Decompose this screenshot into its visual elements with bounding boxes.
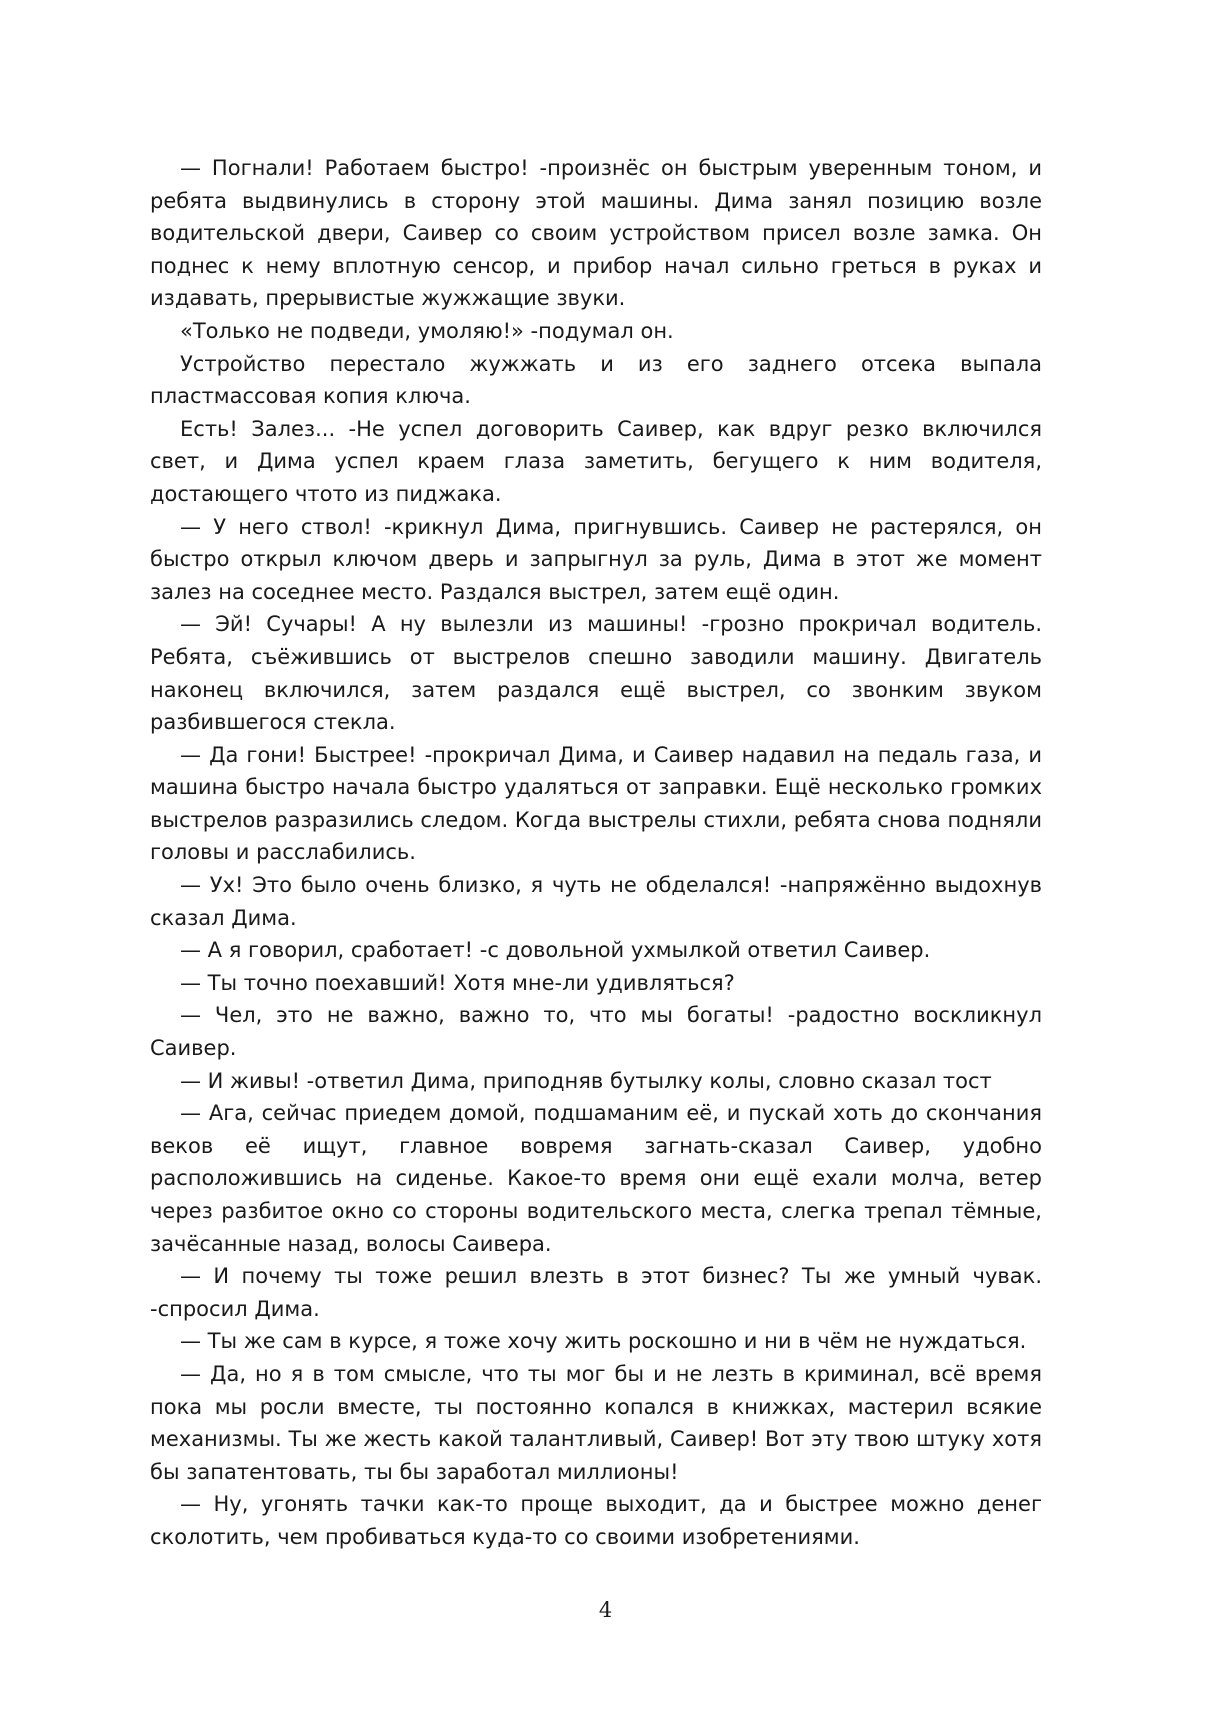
body-text — [150, 152, 1042, 1554]
page-number: 4 — [598, 1598, 613, 1622]
paragraph-13: — Ага, сейчас приедем домой, подшаманим её, и пускай хоть до скончания веков её ищут, главное вовремя загнать-сказал Саивер, удобно расположившись на сиденье. Какое-то время они ещё ехали молча, ветер через разбитое окно со стороны водительского места, слегка трепал тёмные, зачёсанные назад, волосы Саивера. — [150, 1101, 1042, 1256]
paragraph-1: — Погнали! Работаем быстро! -произнёс он быстрым уверенным тоном, и ребята выдвинулись в сторону этой машины. Дима занял позицию возле водительской двери, Саивер со своим устройством присел возле замка. Он поднес к нему вплотную сенсор, и прибор начал сильно греться в руках и издавать, прерывистые жужжащие звуки. — [150, 156, 1042, 311]
paragraph-17: — Ну, угонять тачки как-то проще выходит, да и быстрее можно денег сколотить, чем пробиваться куда-то со своими изобретениями. — [150, 1492, 1042, 1549]
paragraph-11: — Чел, это не важно, важно то, что мы богаты! -радостно воскликнул Саивер. — [150, 1003, 1042, 1061]
paragraph-4: Есть! Залез... -Не успел договорить Саивер, как вдруг резко включился свет, и Дима успел краем глаза заметить, бегущего к ним водителя, достающего чтото из пиджака. — [150, 416, 1042, 506]
paragraph-5: — У него ствол! -крикнул Дима, пригнувшись. Саивер не растерялся, он быстро открыл ключом дверь и запрыгнул за руль, Дима в этот же момент залез на соседнее место. Раздался выстрел, затем ещё один. — [150, 514, 1042, 604]
paragraph-15: — Ты же сам в курсе, я тоже хочу жить роскошно и ни в чём не нуждаться. — [180, 1329, 1027, 1354]
paragraph-12: — И живы! -ответил Дима, приподняв бутылку колы, словно сказал тост — [180, 1068, 992, 1093]
paragraph-7: — Да гони! Быстрее! -прокричал Дима, и Саивер надавил на педаль газа, и машина быстро начала быстро удаляться от заправки. Ещё несколько громких выстрелов разразились следом. Когда выстрелы стихли, ребята снова подняли головы и расслабились. — [150, 742, 1042, 865]
paragraph-9: — А я говорил, сработает! -с довольной ухмылкой ответил Саивер. — [180, 938, 931, 963]
paragraph-8: — Ух! Это было очень близко, я чуть не обделался! -напряжённо выдохнув сказал Дима. — [150, 873, 1042, 930]
paragraph-6: — Эй! Сучары! А ну вылезли из машины! -грозно прокричал водитель. Ребята, съёжившись от выстрелов спешно заводили машину. Двигатель наконец включился, затем раздался ещё выстрел, со звонким звуком разбившегося стекла. — [150, 612, 1042, 735]
paragraph-3: Устройство перестало жужжать и из его заднего отсека выпала пластмассовая копия ключа. — [150, 351, 1042, 409]
paragraph-10: — Ты точно поехавший! Хотя мне-ли удивляться? — [180, 970, 735, 995]
paragraph-2: «Только не подведи, умоляю!» -подумал он. — [180, 318, 674, 343]
paragraph-16: — Да, но я в том смысле, что ты мог бы и не лезть в криминал, всё время пока мы росли вместе, ты постоянно копался в книжках, мастерил всякие механизмы. Ты же жесть какой талантливый, Саивер! Вот эту твою штуку хотя бы запатентовать, ты бы заработал миллионы! — [150, 1361, 1042, 1484]
paragraph-14: — И почему ты тоже решил влезть в этот бизнес? Ты же умный чувак. -спросил Дима. — [150, 1264, 1042, 1321]
